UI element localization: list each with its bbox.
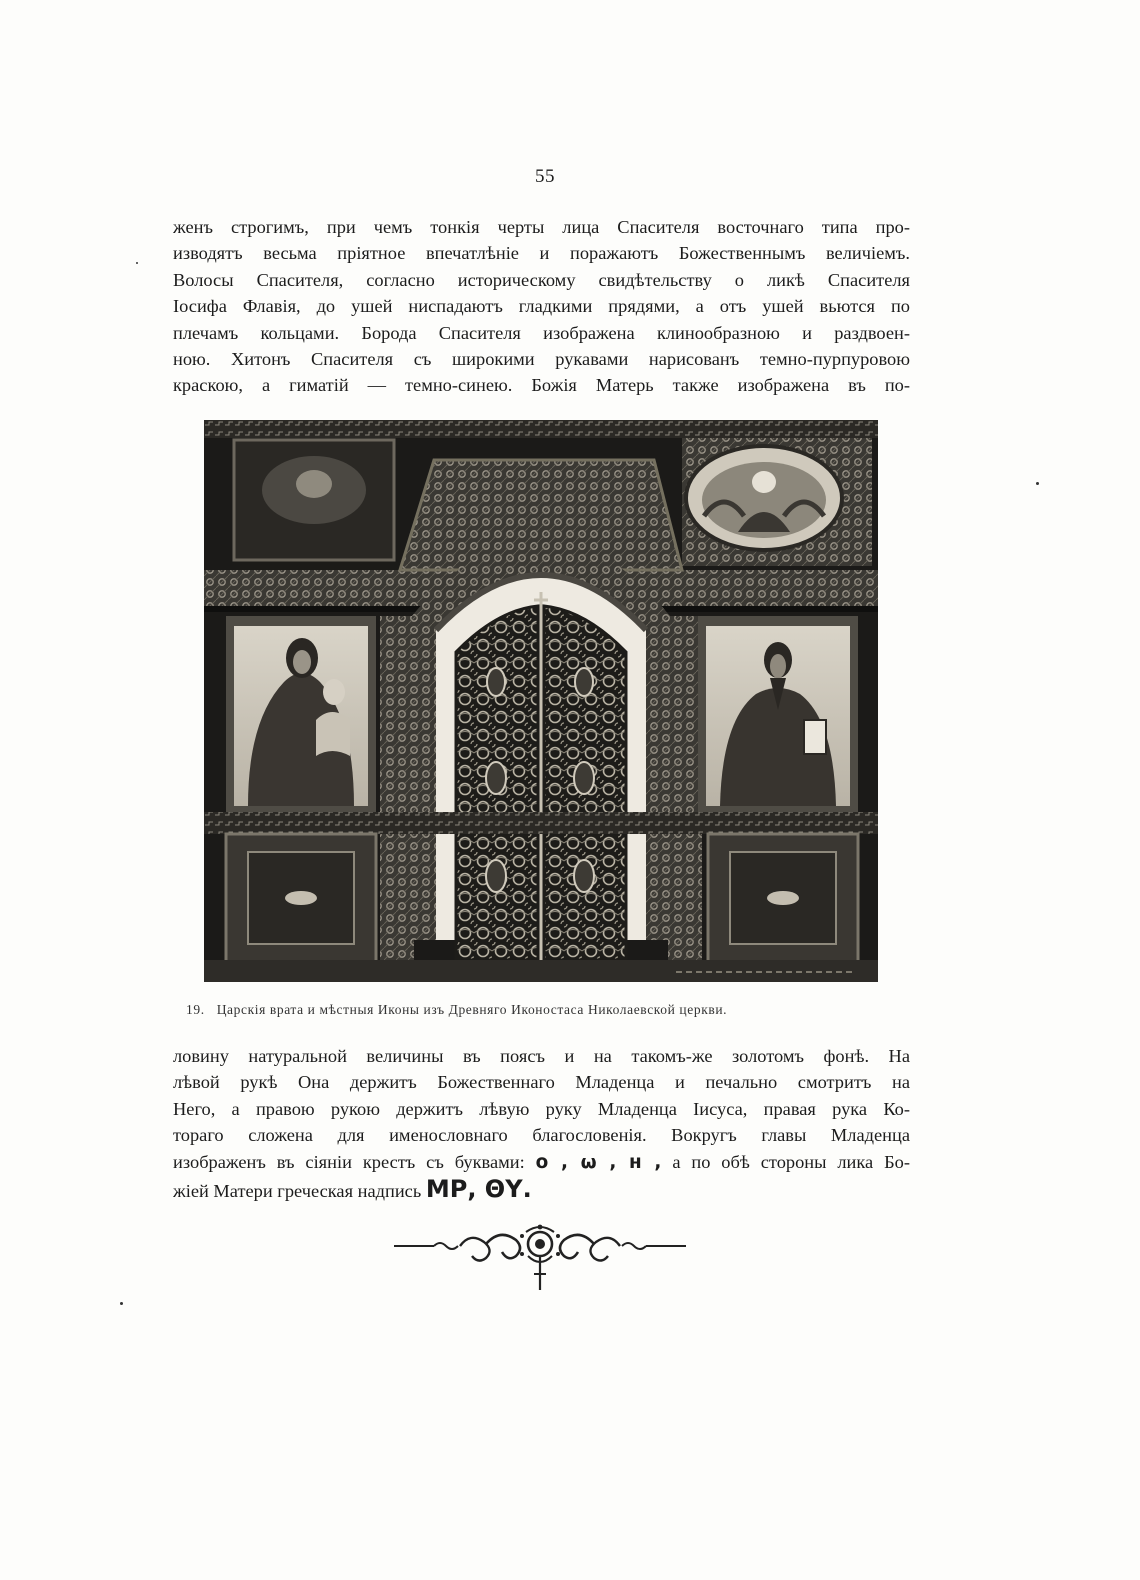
page-number: 55 [535, 166, 555, 187]
text-line: краскою, а гиматій — темно-синею. Божія Матерь также изображена въ по- [173, 375, 910, 396]
text-line: лѣвой рукѣ Она держитъ Божественнаго Младенца и печально смотритъ на [173, 1072, 910, 1093]
text-line: ною. Хитонъ Спасителя съ широкими рукавами нарисованъ темно-пурпуровою [173, 349, 910, 370]
figure-caption [186, 1002, 906, 1018]
iconostasis-photograph [204, 420, 878, 982]
text-line: Него, а правою рукою держитъ лѣвую руку Младенца Іисуса, правая рука Ко- [173, 1098, 910, 1119]
text-line: женъ строгимъ, при чемъ тонкія черты лица Спасителя восточнаго типа про- [173, 217, 910, 237]
tailpiece-ornament [390, 1224, 690, 1296]
text-fragment: а по обѣ стороны лика Бо- [661, 1151, 910, 1172]
figure-number: 19. [186, 1002, 205, 1017]
figure-caption-text: Царскія врата и мѣстныя Иконы изъ Древняго Иконостаса Николаевской церкви. [216, 1002, 728, 1017]
greek-inscription: МР, ΘΥ. [425, 1176, 532, 1204]
body-paragraph-top [173, 214, 910, 399]
text-line [173, 1149, 910, 1176]
text-line: тораго сложена для именословнаго благословенія. Вокругъ главы Младенца [173, 1125, 910, 1146]
text-fragment: изображенъ въ сіяніи крестъ съ буквами: [173, 1151, 536, 1172]
text-line [173, 1176, 910, 1204]
scan-speck [1036, 482, 1039, 485]
text-line: плечамъ кольцами. Борода Спасителя изображена клинообразною и раздвоен- [173, 322, 910, 343]
text-line: изводятъ весьма пріятное впечатлѣніе и поражаютъ Божественнымъ величіемъ. [173, 243, 910, 264]
scan-speck [136, 262, 138, 264]
text-line: ловину натуральной величины въ поясъ и на такомъ-же золотомъ фонѣ. На [173, 1046, 910, 1066]
text-line: Іосифа Флавія, до ушей ниспадаютъ гладкими прядями, а отъ ушей вьются по [173, 296, 910, 317]
text-line: Волосы Спасителя, согласно историческому свидѣтельству о ликѣ Спасителя [173, 269, 910, 290]
body-paragraph-bottom [173, 1043, 910, 1204]
cross-letters: о , ω , н , [535, 1151, 662, 1173]
scan-speck [120, 1302, 123, 1305]
text-fragment: жіей Матери греческая надпись [173, 1181, 426, 1202]
